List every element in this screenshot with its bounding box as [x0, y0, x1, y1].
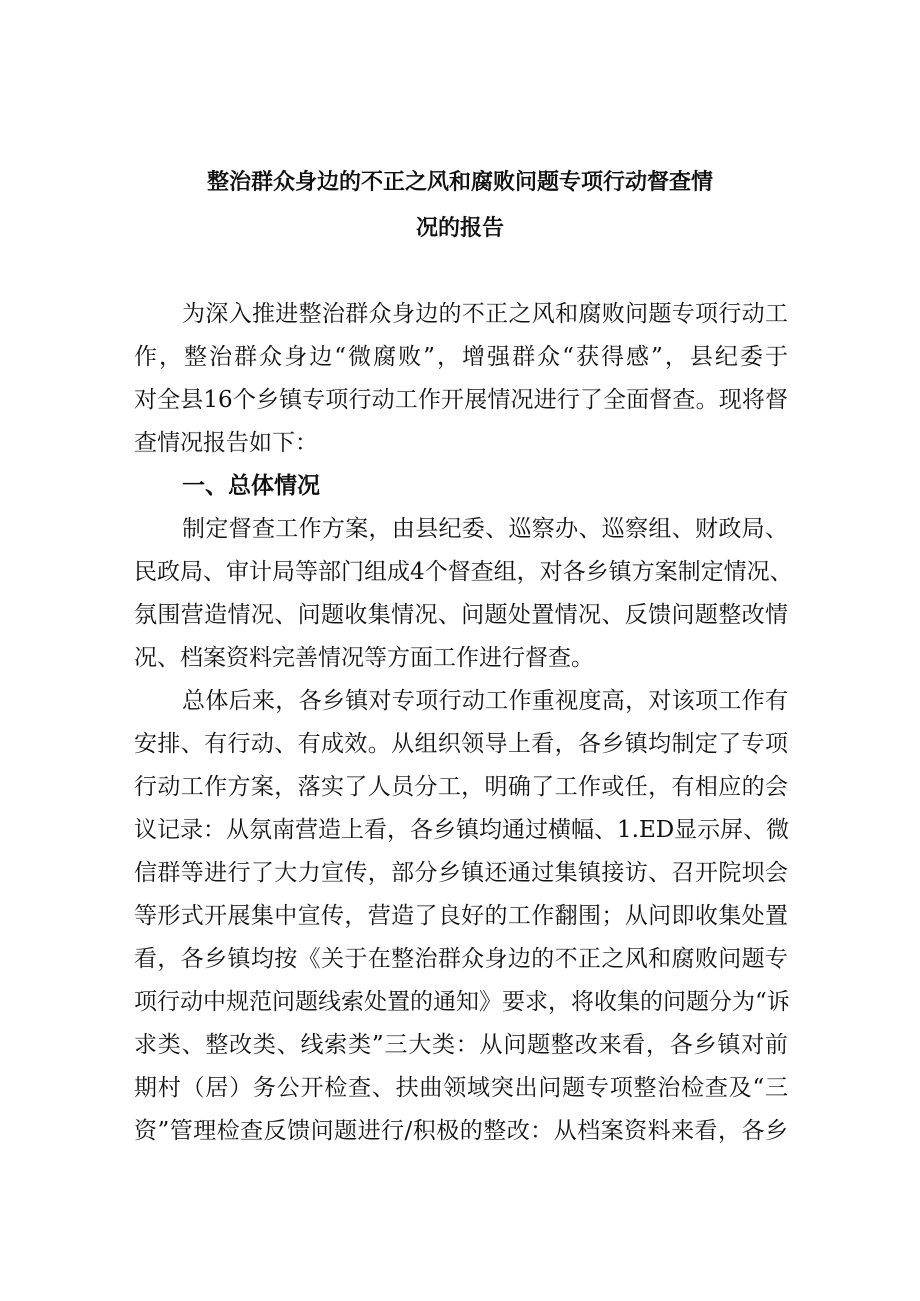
paragraph-line: 作，整治群众身边“微腐败”，增强群众“获得感”，县纪委于 [134, 344, 788, 370]
document-body [134, 293, 793, 1153]
document-title [120, 160, 800, 252]
paragraph-line: 对全县16个乡镇专项行动工作开展情况进行了全面督查。现将督 [134, 387, 788, 413]
paragraph-line: 议记录：从氛南营造上看，各乡镇均通过横幅、1.ED显示屏、微 [134, 817, 790, 843]
title-line-2: 况的报告 [415, 216, 504, 241]
paragraph-line: 项行动中规范问题线索处置的通知》要求，将收集的问题分为“诉 [134, 989, 790, 1015]
paragraph-line: 制定督查工作方案，由县纪委、巡察办、巡察组、财政局、 [182, 516, 788, 542]
paragraph-line: 等形式开展集中宣传，营造了良好的工作翻围；从问即收集处置 [134, 903, 788, 929]
title-line-1: 整治群众身边的不正之风和腐败问题专项行动督查情 [206, 170, 713, 195]
paragraph-line: 行动工作方案，落实了人员分工，明确了工作或任，有相应的会 [134, 774, 788, 800]
paragraph-line: 查情况报告如下： [134, 430, 318, 456]
paragraph-line: 为深入推进整治群众身边的不正之风和腐败问题专项行动工 [182, 301, 788, 327]
paragraph-line: 资”管理检查反馈问题进行/积极的整改：从档案资料来看，各乡 [134, 1118, 788, 1144]
section-heading: 一、总体情况 [182, 473, 320, 499]
paragraph-line: 看，各乡镇均按《关于在整治群众身边的不正之风和腐败问题专 [134, 946, 788, 972]
paragraph-line: 求类、整改类、线索类”三大类：从问题整改来看，各乡镇对前 [134, 1032, 788, 1058]
paragraph-line: 氛围营造情况、问题收集情况、问题处置情况、反馈问题整改情 [134, 602, 788, 628]
paragraph-line: 总体后来，各乡镇对专项行动工作重视度高，对该项工作有 [182, 688, 788, 714]
paragraph-line: 信群等进行了大力宣传，部分乡镇还通过集镇接访、召开院坝会 [134, 860, 788, 886]
paragraph-line: 民政局、审计局等部门组成4个督查组，对各乡镇方案制定情况、 [134, 559, 793, 585]
paragraph-line: 况、档案资料完善情况等方面工作进行督查。 [134, 645, 594, 671]
paragraph-line: 期村（居）务公开检查、扶曲领域突出问题专项整治检查及“三 [134, 1075, 788, 1101]
paragraph-line: 安排、有行动、有成效。从组织领导上看，各乡镇均制定了专项 [134, 731, 788, 757]
